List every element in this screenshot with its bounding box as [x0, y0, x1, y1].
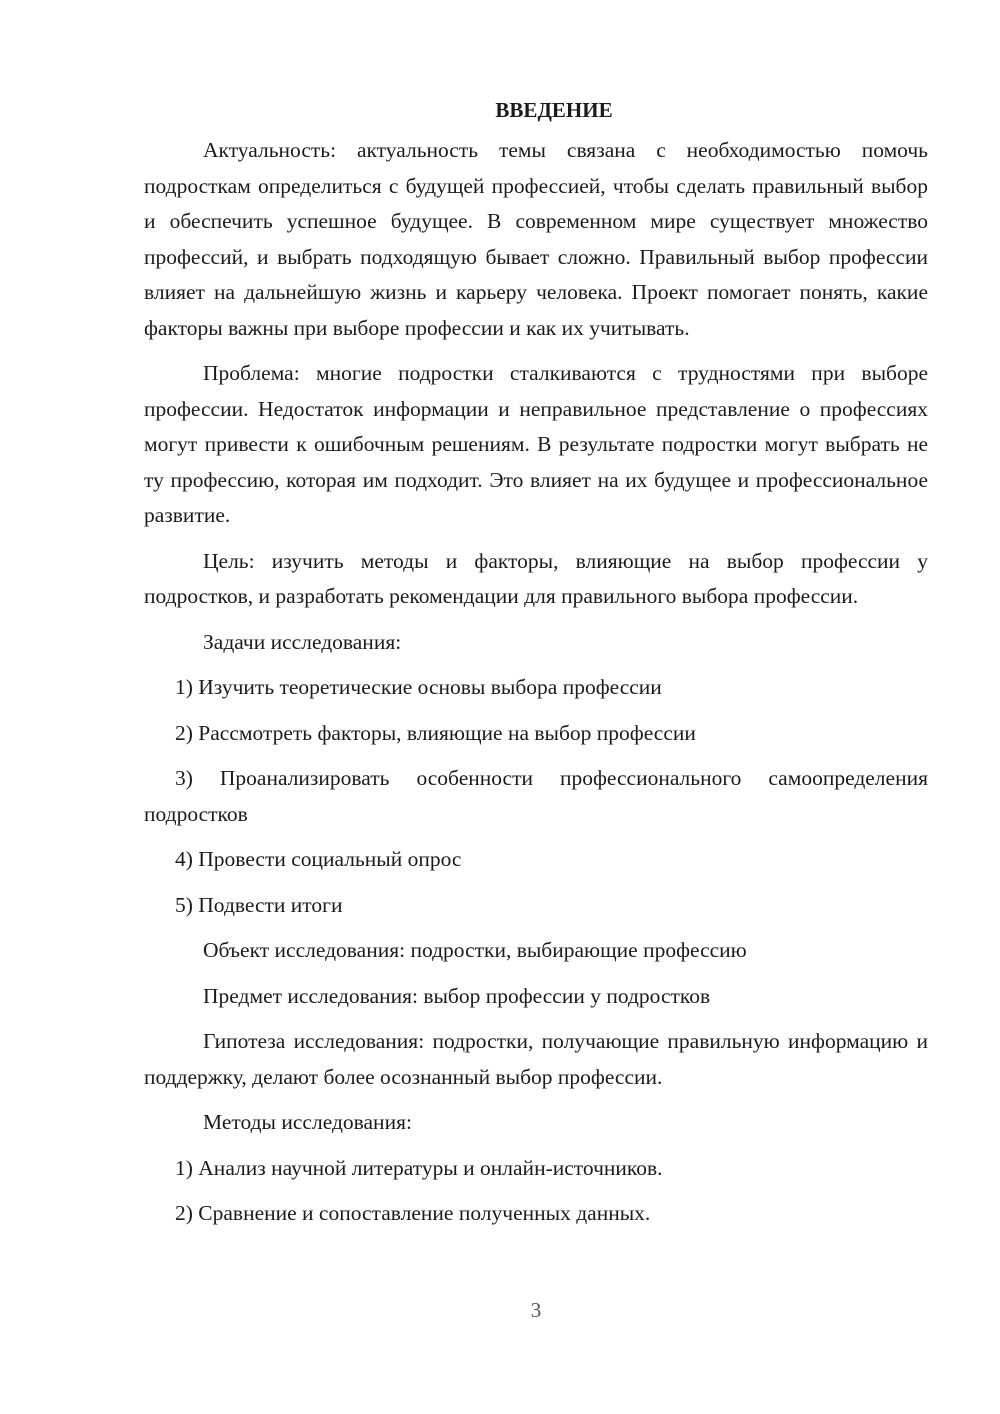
tasks-heading: Задачи исследования: — [203, 629, 402, 654]
page-title: ВВЕДЕНИЕ — [495, 98, 613, 122]
methods-heading: Методы исследования: — [203, 1110, 412, 1134]
task-item: 3) Проанализировать особенности профессионального самоопределения подростков — [144, 766, 928, 826]
object-paragraph: Объект исследования: подростки, выбирающие профессию — [203, 938, 747, 962]
task-item: 4) Провести социальный опрос — [175, 847, 462, 871]
task-item: 2) Рассмотреть факторы, влияющие на выбор профессии — [175, 720, 696, 745]
hypothesis-paragraph: Гипотеза исследования: подростки, получающие правильную информацию и поддержку, делают более осознанный выбор профессии. — [144, 1029, 928, 1089]
method-item: 2) Сравнение и сопоставление полученных данных. — [175, 1201, 651, 1225]
goal-paragraph: Цель: изучить методы и факторы, влияющие на выбор профессии у подростков, и разработать рекомендации для правильного выбора профессии. — [144, 548, 928, 608]
subject-paragraph: Предмет исследования: выбор профессии у подростков — [203, 983, 711, 1008]
task-item: 1) Изучить теоретические основы выбора профессии — [175, 675, 662, 699]
task-item: 5) Подвести итоги — [175, 892, 343, 917]
problem-paragraph: Проблема: многие подростки сталкиваются с трудностями при выборе профессии. Недостаток информации и неправильное представление о профессиях могут привести к ошибочным решениям. В результате подростки могут выбрать не ту профессию, которая им подходит. Это влияет на их будущее и профессиональное развитие. — [144, 361, 928, 527]
page-number: 3 — [530, 1298, 542, 1322]
relevance-paragraph: Актуальность: актуальность темы связана с необходимостью помочь подросткам определиться с будущей профессией, чтобы сделать правильный выбор и обеспечить успешное будущее. В современном мире существует множество профессий, и выбрать подходящую бывает сложно. Правильный выбор профессии влияет на дальнейшую жизнь и карьеру человека. Проект помогает понять, какие факторы важны при выборе профессии и как их учитывать. — [144, 138, 928, 340]
method-item: 1) Анализ научной литературы и онлайн-источников. — [175, 1155, 663, 1180]
